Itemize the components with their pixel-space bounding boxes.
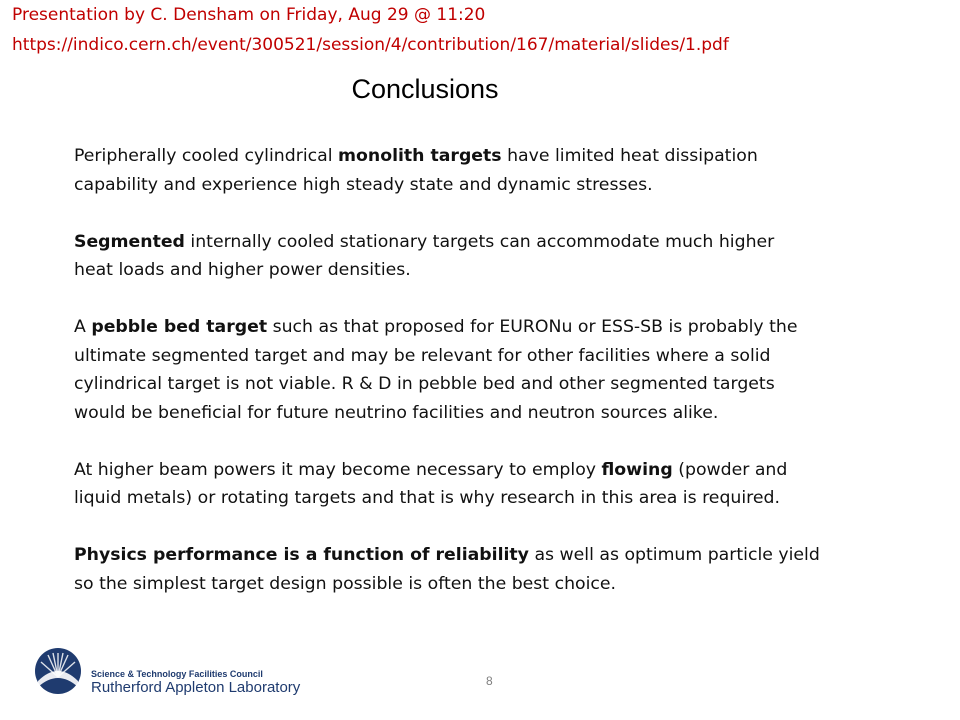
source-url: https://indico.cern.ch/event/300521/session/4/contribution/167/material/slides/1.pdf xyxy=(12,35,729,55)
presentation-credit: Presentation by C. Densham on Friday, Aug 29 @ 11:20 xyxy=(12,5,486,25)
bold-text: Segmented xyxy=(74,231,185,252)
text-line: would be beneficial for future neutrino facilities and neutron sources alike. xyxy=(74,402,719,423)
bold-text: flowing xyxy=(601,459,673,480)
slide-title: Conclusions xyxy=(351,74,499,104)
bold-text: monolith targets xyxy=(338,146,502,166)
paragraph-physics xyxy=(74,541,864,598)
text-run: A xyxy=(74,317,92,337)
stfc-emblem-icon xyxy=(34,647,82,695)
text-line: capability and experience high steady state and dynamic stresses. xyxy=(74,174,653,195)
paragraph-segmented xyxy=(74,228,864,285)
presentation-header xyxy=(12,0,729,60)
paragraph-pebble-bed xyxy=(74,313,864,427)
text-line xyxy=(74,456,864,485)
text-line: ultimate segmented target and may be relevant for other facilities where a solid xyxy=(74,345,771,366)
text-run: Peripherally cooled cylindrical xyxy=(74,146,339,166)
text-line xyxy=(74,228,864,257)
slide-body xyxy=(74,142,864,627)
text-line xyxy=(74,313,864,342)
text-line: cylindrical target is not viable. R & D in pebble bed and other segmented targets xyxy=(74,374,775,394)
stfc-logo xyxy=(34,642,354,702)
paragraph-flowing xyxy=(74,456,864,513)
text-run: as well as optimum particle yield xyxy=(528,545,820,565)
text-line: so the simplest target design possible is often the best choice. xyxy=(74,573,617,594)
text-run: At higher beam powers it may become necessary to employ xyxy=(74,459,602,480)
text-run: such as that proposed for EURONu or ESS-SB is probably the xyxy=(267,317,798,337)
text-run: (powder and xyxy=(672,459,788,480)
page-number: 8 xyxy=(486,674,493,688)
text-line: liquid metals) or rotating targets and that is why research in this area is required. xyxy=(74,488,780,508)
text-run: internally cooled stationary targets can accommodate much higher xyxy=(184,231,775,252)
text-line: heat loads and higher power densities. xyxy=(74,260,411,280)
bold-text: Physics performance is a function of reliability xyxy=(74,545,529,565)
lab-name: Rutherford Appleton Laboratory xyxy=(91,679,301,696)
text-line xyxy=(74,142,864,171)
bold-text: pebble bed target xyxy=(91,317,268,337)
text-line xyxy=(74,541,864,570)
paragraph-monolith xyxy=(74,142,864,199)
text-run: have limited heat dissipation xyxy=(501,146,758,166)
council-name: Science & Technology Facilities Council xyxy=(91,669,263,679)
